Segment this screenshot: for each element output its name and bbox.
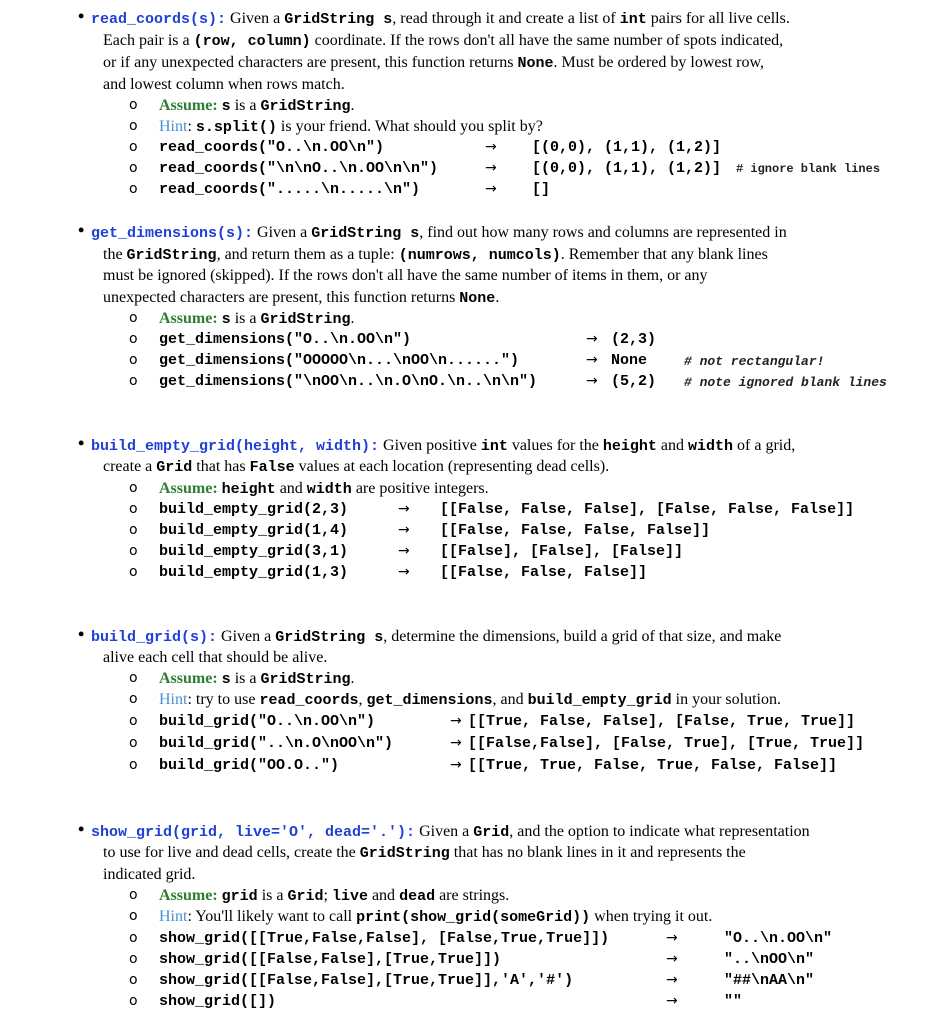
sub-bullet-icon: o bbox=[129, 757, 138, 773]
example-result: [[False,False], [False, True], [True, True]] bbox=[468, 735, 865, 752]
function-name: build_grid(s): bbox=[91, 629, 218, 646]
example-call: get_dimensions("\nOO\n..\n.O\nO.\n..\n\n") bbox=[159, 373, 538, 390]
arrow-icon: → bbox=[485, 139, 497, 155]
sub-bullet-icon: o bbox=[129, 972, 138, 988]
sub-bullet-icon: o bbox=[129, 352, 138, 368]
assume-line: Assume: height and width are positive integers. bbox=[159, 480, 489, 498]
sub-bullet-icon: o bbox=[129, 887, 138, 903]
assume-line: Assume: grid is a Grid; live and dead are strings. bbox=[159, 887, 510, 905]
sub-bullet-icon: o bbox=[129, 713, 138, 729]
bullet-icon: • bbox=[78, 6, 85, 26]
example-result: [[False, False, False, False]] bbox=[440, 522, 711, 539]
get-dimensions-description-line2: the GridString, and return them as a tuple: (numrows, numcols). Remember that any blank lines bbox=[103, 246, 768, 264]
build-grid-description-line2: alive each cell that should be alive. bbox=[103, 649, 328, 666]
example-result: None bbox=[611, 352, 648, 369]
example-call: build_empty_grid(1,4) bbox=[159, 522, 349, 539]
example-result: [[False, False, False], [False, False, False]] bbox=[440, 501, 855, 518]
hint-line: Hint: try to use read_coords, get_dimensions, and build_empty_grid in your solution. bbox=[159, 691, 781, 709]
function-name: build_empty_grid(height, width): bbox=[91, 438, 380, 455]
sub-bullet-icon: o bbox=[129, 993, 138, 1009]
sub-bullet-icon: o bbox=[129, 735, 138, 751]
show-grid-description-line3: indicated grid. bbox=[103, 866, 196, 883]
arrow-icon: → bbox=[586, 331, 598, 347]
hint-line: Hint: s.split() is your friend. What should you split by? bbox=[159, 118, 543, 136]
example-call: read_coords("O..\n.OO\n") bbox=[159, 139, 385, 156]
get-dimensions-description-line3: must be ignored (skipped). If the rows don't all have the same number of items in them, or any bbox=[103, 267, 708, 284]
read-coords-description-line1: read_coords(s): Given a GridString s, read through it and create a list of int pairs for all live cells. bbox=[91, 10, 790, 28]
bullet-icon: • bbox=[78, 433, 85, 453]
example-comment: # ignore blank lines bbox=[736, 162, 881, 176]
sub-bullet-icon: o bbox=[129, 501, 138, 517]
function-name: read_coords(s): bbox=[91, 11, 227, 28]
arrow-icon: → bbox=[666, 951, 678, 967]
example-result: "##\nAA\n" bbox=[724, 972, 815, 989]
example-call: build_grid("O..\n.OO\n") bbox=[159, 713, 376, 730]
hint-line: Hint: You'll likely want to call print(show_grid(someGrid)) when trying it out. bbox=[159, 908, 713, 926]
arrow-icon: → bbox=[485, 160, 497, 176]
assume-line: Assume: s is a GridString. bbox=[159, 97, 355, 115]
example-result: "" bbox=[724, 993, 743, 1010]
example-result: [[False], [False], [False]] bbox=[440, 543, 684, 560]
example-call: show_grid([[False,False],[True,True]]) bbox=[159, 951, 502, 968]
sub-bullet-icon: o bbox=[129, 543, 138, 559]
sub-bullet-icon: o bbox=[129, 97, 138, 113]
arrow-icon: → bbox=[485, 181, 497, 197]
example-call: get_dimensions("OOOOO\n...\nOO\n......") bbox=[159, 352, 520, 369]
arrow-icon: → bbox=[398, 522, 410, 538]
arrow-icon: → bbox=[666, 972, 678, 988]
example-result: [(0,0), (1,1), (1,2)] bbox=[532, 160, 722, 177]
sub-bullet-icon: o bbox=[129, 310, 138, 326]
example-result: "..\nOO\n" bbox=[724, 951, 815, 968]
arrow-icon: → bbox=[586, 373, 598, 389]
sub-bullet-icon: o bbox=[129, 181, 138, 197]
sub-bullet-icon: o bbox=[129, 951, 138, 967]
sub-bullet-icon: o bbox=[129, 331, 138, 347]
example-result: [[True, False, False], [False, True, True]] bbox=[468, 713, 856, 730]
example-call: build_empty_grid(2,3) bbox=[159, 501, 349, 518]
example-result: (2,3) bbox=[611, 331, 657, 348]
example-result: (5,2) bbox=[611, 373, 657, 390]
read-coords-description-line3: or if any unexpected characters are present, this function returns None. Must be ordered by lowest row, bbox=[103, 54, 764, 72]
arrow-icon: → bbox=[398, 543, 410, 559]
arrow-icon: → bbox=[398, 501, 410, 517]
bullet-icon: • bbox=[78, 819, 85, 839]
function-name: get_dimensions(s): bbox=[91, 225, 254, 242]
assume-line: Assume: s is a GridString. bbox=[159, 670, 355, 688]
arrow-icon: → bbox=[586, 352, 598, 368]
arrow-icon: → bbox=[666, 930, 678, 946]
sub-bullet-icon: o bbox=[129, 480, 138, 496]
sub-bullet-icon: o bbox=[129, 908, 138, 924]
sub-bullet-icon: o bbox=[129, 670, 138, 686]
sub-bullet-icon: o bbox=[129, 373, 138, 389]
arrow-icon: → bbox=[398, 564, 410, 580]
example-call: build_grid("OO.O..") bbox=[159, 757, 340, 774]
sub-bullet-icon: o bbox=[129, 691, 138, 707]
assume-line: Assume: s is a GridString. bbox=[159, 310, 355, 328]
example-result: [[False, False, False]] bbox=[440, 564, 648, 581]
example-result: [[True, True, False, True, False, False]] bbox=[468, 757, 838, 774]
build-empty-grid-description-line1: build_empty_grid(height, width): Given positive int values for the height and width of a grid, bbox=[91, 437, 796, 455]
sub-bullet-icon: o bbox=[129, 564, 138, 580]
example-call: read_coords(".....\n.....\n") bbox=[159, 181, 421, 198]
example-call: show_grid([[False,False],[True,True]],'A','#') bbox=[159, 972, 574, 989]
example-call: get_dimensions("O..\n.OO\n") bbox=[159, 331, 412, 348]
bullet-icon: • bbox=[78, 624, 85, 644]
bullet-icon: • bbox=[78, 220, 85, 240]
read-coords-description-line4: and lowest column when rows match. bbox=[103, 76, 345, 93]
sub-bullet-icon: o bbox=[129, 139, 138, 155]
arrow-icon: → bbox=[450, 735, 462, 751]
build-empty-grid-description-line2: create a Grid that has False values at each location (representing dead cells). bbox=[103, 458, 610, 476]
show-grid-description-line1: show_grid(grid, live='O', dead='.'): Given a Grid, and the option to indicate what representation bbox=[91, 823, 810, 841]
sub-bullet-icon: o bbox=[129, 160, 138, 176]
example-comment: # note ignored blank lines bbox=[684, 375, 887, 390]
sub-bullet-icon: o bbox=[129, 930, 138, 946]
example-call: show_grid([[True,False,False], [False,True,True]]) bbox=[159, 930, 610, 947]
example-call: show_grid([]) bbox=[159, 993, 277, 1010]
get-dimensions-description-line1: get_dimensions(s): Given a GridString s, find out how many rows and columns are represented in bbox=[91, 224, 787, 242]
arrow-icon: → bbox=[666, 993, 678, 1009]
example-call: read_coords("\n\nO..\n.OO\n\n") bbox=[159, 160, 439, 177]
example-result: [] bbox=[532, 181, 551, 198]
sub-bullet-icon: o bbox=[129, 118, 138, 134]
function-name: show_grid(grid, live='O', dead='.'): bbox=[91, 824, 416, 841]
example-call: build_empty_grid(3,1) bbox=[159, 543, 349, 560]
get-dimensions-description-line4: unexpected characters are present, this function returns None. bbox=[103, 289, 500, 307]
example-comment: # not rectangular! bbox=[684, 354, 825, 369]
build-grid-description-line1: build_grid(s): Given a GridString s, determine the dimensions, build a grid of that size, and make bbox=[91, 628, 782, 646]
example-result: [(0,0), (1,1), (1,2)] bbox=[532, 139, 722, 156]
arrow-icon: → bbox=[450, 713, 462, 729]
read-coords-description-line2: Each pair is a (row, column) coordinate. If the rows don't all have the same number of spots indicated, bbox=[103, 32, 784, 50]
example-call: build_empty_grid(1,3) bbox=[159, 564, 349, 581]
arrow-icon: → bbox=[450, 757, 462, 773]
show-grid-description-line2: to use for live and dead cells, create the GridString that has no blank lines in it and represents the bbox=[103, 844, 746, 862]
example-call: build_grid("..\n.O\nOO\n") bbox=[159, 735, 394, 752]
example-result: "O..\n.OO\n" bbox=[724, 930, 833, 947]
sub-bullet-icon: o bbox=[129, 522, 138, 538]
